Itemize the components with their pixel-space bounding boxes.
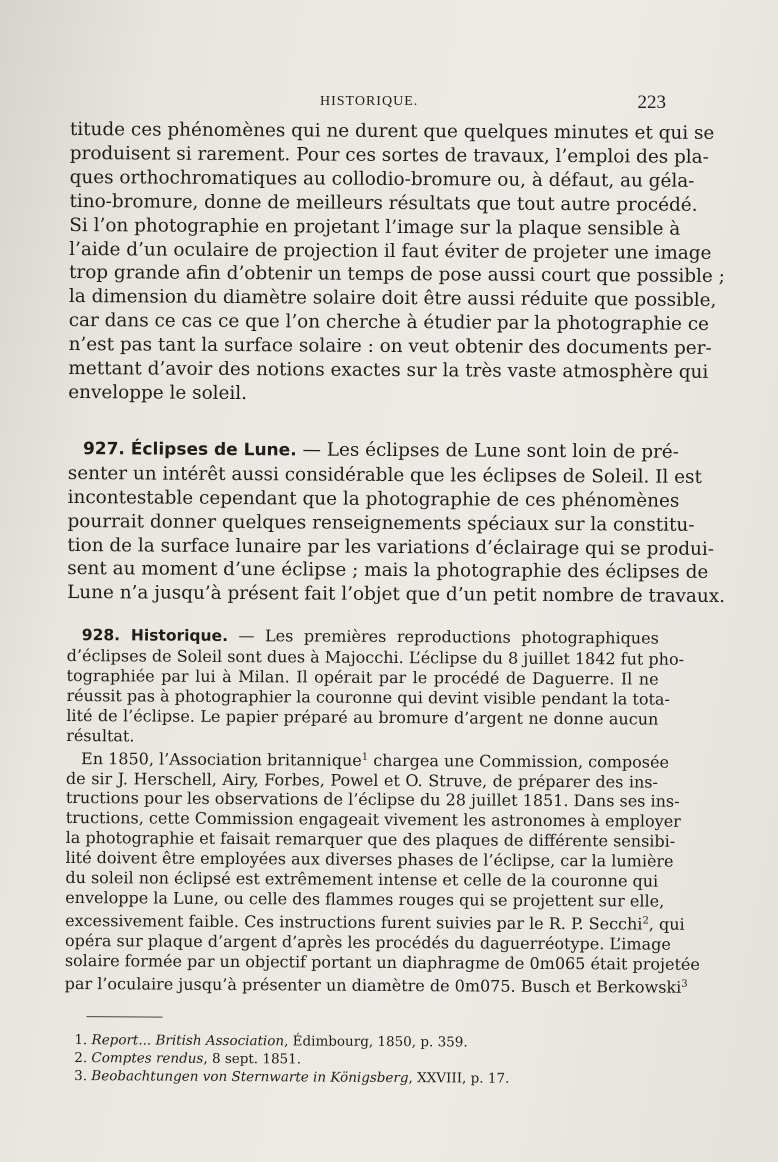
section-927 xyxy=(67,437,726,609)
text-line: lité doivent être employées aux diverses phases de l’éclipse, car la lumière xyxy=(65,848,674,871)
text-fragment: En 1850, l’Association britannique xyxy=(81,748,362,770)
text-fragment: — Les premières reproductions photographiques xyxy=(227,626,659,648)
text-line: mettant d’avoir des notions exactes sur la très vaste atmosphère qui xyxy=(68,358,709,383)
footnote-text: , XXVIII, p. 17. xyxy=(408,1070,510,1088)
text-line: titude ces phénomènes qui ne durent que quelques minutes et qui se xyxy=(69,118,715,144)
text-line xyxy=(66,746,670,773)
page-number: 223 xyxy=(637,92,666,113)
text-line: senter un intérêt aussi considérable que les éclipses de Soleil. Il est xyxy=(67,462,702,488)
text-line: sent au moment d’une éclipse ; mais la photographie des éclipses de xyxy=(67,558,709,584)
running-title: HISTORIQUE. xyxy=(320,94,419,109)
text-fragment: — Les éclipses de Lune sont loin de pré- xyxy=(296,439,679,463)
text-line: tion de la surface lunaire par les variations d’éclairage qui se produi- xyxy=(67,534,715,560)
text-line: la photographie et faisait remarquer que des plaques de différente sensibi- xyxy=(65,828,676,851)
text-line: la dimension du diamètre solaire doit être aussi réduite que possible, xyxy=(68,286,717,312)
text-line: du soleil non éclipsé est extrêmement intense et celle de la couronne qui xyxy=(65,868,659,891)
text-line: incontestable cependant que la photographie de ces phénomènes xyxy=(67,486,680,512)
footnote-title: Report... British Association xyxy=(91,1031,285,1049)
text-line: tructions, cette Commission engageait vivement les astronomes à employer xyxy=(65,808,681,832)
text-fragment: , qui xyxy=(648,914,685,934)
footnote-ref-1: 1 xyxy=(361,751,369,763)
text-line: tructions pour les observations de l’éclipse du 28 juillet 1851. Dans ses ins- xyxy=(65,788,680,812)
text-line: Lune n’a jusqu’à présent fait l’objet que d’un petit nombre de travaux. xyxy=(67,582,726,608)
footnote-text: , 8 sept. 1851. xyxy=(203,1050,302,1068)
page-header xyxy=(70,92,666,116)
text-line: car dans ce cas ce que l’on cherche à étudier par la photographie ce xyxy=(68,310,709,336)
text-line: opéra sur plaque d’argent d’après les procédés du daguerréotype. L’image xyxy=(64,930,671,954)
footnote-title: Beobachtungen von Sternwarte in Königsberg xyxy=(91,1068,409,1087)
section-927-heading: 927. Éclipses de Lune. xyxy=(82,438,297,461)
footnotes xyxy=(64,1031,656,1090)
text-line: solaire formée par un objectif portant un diaphragme de 0m065 était projetée xyxy=(64,950,700,974)
text-line: l’aide d’un oculaire de projection il faut éviter de projeter une image xyxy=(69,238,712,264)
footnote-ref-2: 2 xyxy=(642,915,649,927)
page-body xyxy=(64,118,726,1089)
text-line xyxy=(65,908,685,935)
footnote-ref-3: 3 xyxy=(681,978,688,990)
section-927-first-line xyxy=(68,437,679,466)
text-line: pourrait donner quelques renseignements spéciaux sur la constitu- xyxy=(67,510,695,536)
text-line xyxy=(64,971,688,998)
text-line: ques orthochromatiques au collodio-bromure ou, à défaut, au géla- xyxy=(69,166,695,192)
text-line: de sir J. Herschell, Airy, Forbes, Powel et O. Struve, de préparer des ins- xyxy=(65,768,659,792)
section-928-heading: 928. Historique. xyxy=(81,626,229,646)
text-fragment: chargea une Commission, composée xyxy=(368,750,670,772)
text-fragment: excessivement faible. Ces instructions furent suivies par le R. P. Secchi xyxy=(65,910,643,934)
text-line: lité de l’éclipse. Le papier préparé au bromure d’argent ne donne aucun xyxy=(66,705,659,729)
text-line: enveloppe le soleil. xyxy=(68,381,248,405)
text-line: réussit pas à photographier la couronne qui devint visible pendant la tota- xyxy=(66,685,670,709)
text-line: d’éclipses de Soleil sont dues à Majocchi. L’éclipse du 8 juillet 1842 fut pho- xyxy=(66,646,685,669)
footnote-text: , Édimbourg, 1850, p. 359. xyxy=(284,1032,468,1050)
footnote-3 xyxy=(74,1067,656,1089)
footnote-divider xyxy=(87,1016,163,1017)
text-line: tographiée par lui à Milan. Il opérait par le procédé de Daguerre. Il ne xyxy=(66,666,659,689)
paragraph-atmosphere xyxy=(68,118,725,408)
text-line: trop grande afin d’obtenir un temps de pose aussi court que possible ; xyxy=(68,262,725,288)
text-line: tino-bromure, donne de meilleurs résultats que tout autre procédé. xyxy=(69,190,698,216)
text-fragment: par l’oculaire jusqu’à présenter un diamètre de 0m075. Busch et Berkowski xyxy=(64,973,682,997)
text-line: n’est pas tant la surface solaire : on veut obtenir des documents per- xyxy=(68,334,712,360)
footnote-number: 1. xyxy=(74,1031,88,1048)
text-line: Si l’on photographie en projetant l’image sur la plaque sensible à xyxy=(69,214,681,240)
text-line: enveloppe la Lune, ou celle des flammes rouges qui se projettent sur elle, xyxy=(65,887,665,911)
footnote-number: 2. xyxy=(74,1049,88,1067)
section-928 xyxy=(66,625,685,749)
text-line: résultat. xyxy=(66,725,135,746)
footnote-title: Comptes rendus xyxy=(91,1050,204,1067)
text-line: produisent si rarement. Pour ces sortes de travaux, l’emploi des pla- xyxy=(69,142,709,168)
footnote-number: 3. xyxy=(74,1068,88,1085)
paragraph-association xyxy=(64,746,700,997)
